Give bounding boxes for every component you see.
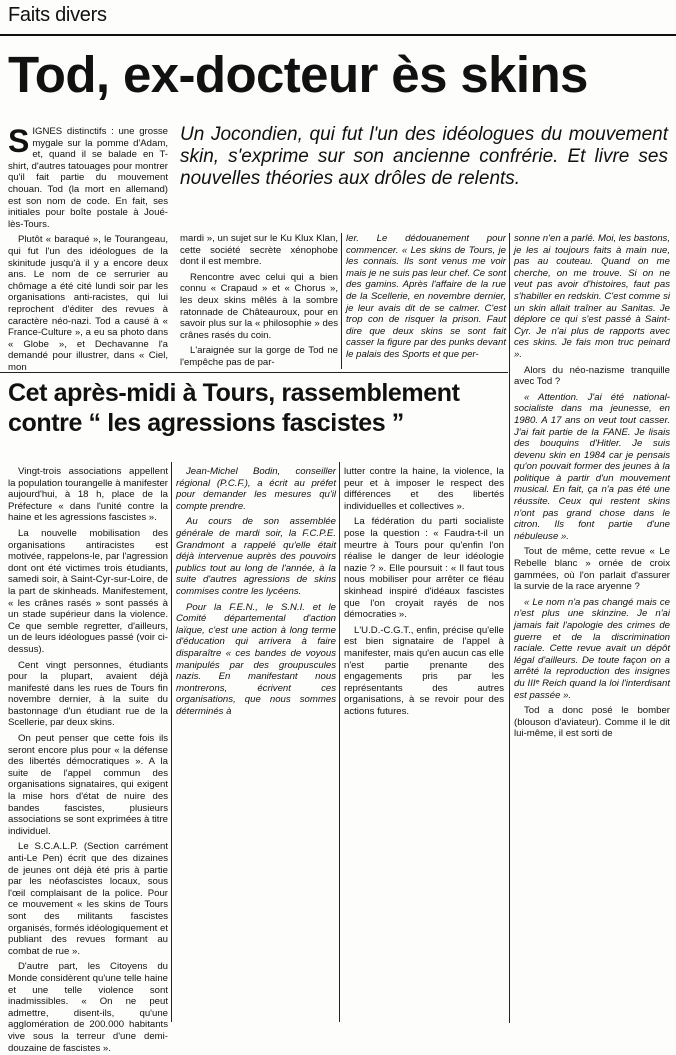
paragraph: Alors du néo-nazisme tranquille avec Tod ? — [514, 364, 670, 388]
box-top-rule — [0, 372, 508, 373]
paragraph: Tod a donc posé le bomber (blouson d'aviateur). Comme il le dit lui-même, il est sorti de — [514, 705, 670, 740]
lead-paragraph-2: Plutôt « baraqué », le Tourangeau, qui fut l'un des idéologues de la skinitude jusqu'à il y a encore deux ans. Le nom de ce serrurier au chômage a été cité lundi soir par les organisations anti-racistes, qui lui reprochent d'éditer des revues à caractère néo-nazi. Tod a causé à « France-Culture », a eu sa photo dans « Globe », et Dechavanne l'a demandé pour illustrer, dans « Ciel, mon — [8, 234, 168, 373]
paragraph: mardi », un sujet sur le Ku Klux Klan, cette société secrète xénophobe dont il est membre. — [180, 233, 338, 268]
paragraph: L'U.D.-C.G.T., enfin, précise qu'elle est bien signataire de l'appel à manifester, mais qu'en aucun cas elle n'est partie prenante des engagements pris par les représentants des autres organisations, à se revoir pour des actions futures. — [344, 624, 504, 717]
paragraph: Le S.C.A.L.P. (Section carrément anti-Le Pen) écrit que des dizaines de jeunes ont déjà été pris à partie par les néofascistes locaux, sous l'œil complaisant de la police. Pour ce mouvement « les skins de Tours sont des militants fascistes organisés, formés idéologiquement et publiant des revues formant au combat de rue ». — [8, 841, 168, 957]
box-column-2 — [176, 466, 336, 718]
paragraph: Pour la F.E.N., le S.N.I. et le Comité départemental d'action laïque, c'est une action à long terme d'éducation qui arrivera à faire disparaître « ces bandes de voyous manipulés par des groupuscules nazis. En manifestant nous montrerons, écrivent ces organisations, que nous sommes déterminés à — [176, 601, 336, 717]
section-rubric: Faits divers — [8, 4, 107, 26]
paragraph: « Attention. J'ai été national-socialiste dans ma jeunesse, en 1980. A 17 ans on veut tout casser. J'ai fait partie de la FANE. Je lisais des bouquins d'Hitler. Je suis devenu skin en 1984 car je pensais qu'on pouvait former des jeunes à la politique à partir d'un mouvement musical. En fait, ça n'a pas été une réussite. Ceux qui restent skins n'ont pas grand chose dans le citron. Ils font partie d'une nébuleuse ». — [514, 391, 670, 542]
paragraph: Rencontre avec celui qui a bien connu « Crapaud » et « Chorus », les deux skins mêlés à la sombre ratonnade de Châteauroux, pour en savoir plus sur la « philosophie » des crânes rasés du coin. — [180, 271, 338, 341]
column-rule — [339, 462, 340, 1022]
box-column-1 — [8, 466, 168, 1055]
article-column-2 — [180, 233, 338, 370]
paragraph: Cent vingt personnes, étudiants pour la plupart, avaient déjà manifesté dans les rues de Tours fin novembre dernier, à la suite du bastonnage d'un étudiant rue de la Scellerie, par deux skins. — [8, 659, 168, 729]
paragraph: Jean-Michel Bodin, conseiller régional (P.C.F.), a écrit au préfet pour demander les mesures qu'il compte prendre. — [176, 466, 336, 512]
lead-paragraph-1: SIGNES distinctifs : une grosse mygale sur la pomme d'Adam, et, quand il se balade en T-shirt, d'autres tatouages pour montrer qu'il fait partie du mouvement chouan. Tod (la mort en allemand) est son nom de code. En fait, ses initiales pour boîte postale à Joué-lès-Tours. — [8, 123, 168, 230]
article-column-3 — [346, 233, 506, 362]
headline: Tod, ex-docteur ès skins — [8, 46, 588, 103]
column-rule — [341, 233, 342, 369]
dropcap: S — [8, 123, 30, 159]
paragraph: On peut penser que cette fois ils seront encore plus pour « la défense des libertés démocratiques ». A la suite de l'appel commun des organisations signataires, qui exigent la mise hors d'état de nuire des bandes fascistes, plusieurs associations se sont exprimées à titre individuel. — [8, 733, 168, 837]
paragraph: Vingt-trois associations appellent la population tourangelle à manifester aujourd'hui, à 18 h, place de la Préfecture « dans l'unité contre la haine et les agressions fascistes ». — [8, 466, 169, 524]
article-column-4 — [514, 233, 670, 741]
column-rule — [171, 462, 172, 1022]
paragraph: La fédération du parti socialiste pose la question : « Faudra-t-il un meurtre à Tours pour qu'enfin l'on réalise le danger de leur idéologie nazie ? ». Elle poursuit : « Il faut tous nous mobiliser pour arrêter ce fléau skinhead inspiré d'idéaux fascistes que l'on croyait rayés de nos démocraties ». — [344, 516, 504, 621]
paragraph: D'autre part, les Citoyens du Monde considèrent qu'une telle haine et une telle violence sont inadmissibles. « On ne peut admettre, disent-ils, qu'une agglomération de 200.000 habitants vive sous la terreur d'une demi-douzaine de fascistes ». — [8, 961, 168, 1054]
paragraph: lutter contre la haine, la violence, la peur et à imposer le respect des différences et des libertés individuelles et collectives ». — [344, 466, 504, 512]
standfirst: Un Jocondien, qui fut l'un des idéologues du mouvement skin, s'exprime sur son ancienne confrérie. Et livre ses nouvelles théories aux drôles de relents. — [180, 124, 668, 189]
box-column-3 — [344, 466, 504, 718]
paragraph: Tout de même, cette revue « Le Rebelle blanc » ornée de croix gammées, où l'on parlait d'assurer la survie de la race aryenne ? — [514, 546, 670, 593]
paragraph: « Le nom n'a pas changé mais ce n'est plus une skinzine. Je n'ai jamais fait l'apologie des crimes de guerre et de la discrimination raciale. Cette revue avait un dépôt légal d'ailleurs. De toute façon on a arrêté la reproduction des insignes du IIIᵉ Reich quand la loi l'interdisant est passée ». — [514, 596, 670, 701]
lead-column — [8, 123, 168, 374]
paragraph: La nouvelle mobilisation des organisations antiracistes est motivée, rappelons-le, par l'agression dont ont été victimes trois étudiants, samedi soir, à Saint-Cyr-sur-Loire, de la part de skinheads. Manifestement, « les crânes rasés » sont passés à un stade supérieur dans la violence. Ce que semble regretter, d'ailleurs, un de leurs idéologues passé (voir ci-dessus). — [8, 527, 168, 655]
rubric-rule — [0, 34, 676, 36]
column-rule — [509, 233, 510, 1023]
paragraph: Au cours de son assemblée générale de mardi soir, la F.C.P.E. Grandmont a rappelé qu'elle était déjà intervenue auprès des pouvoirs publics tout au long de l'année, à la suite d'autres agressions de skins commises contre les lycéens. — [176, 516, 336, 597]
paragraph: ler. Le dédouanement pour commencer. « Les skins de Tours, je les connais. Ils sont venus me voir mais je ne suis pas leur chef. Ce sont des gamins. Après l'affaire de la rue de la Scellerie, en novembre dernier, je leur avais dit de se calmer. C'est trop con de risquer la prison. Faut dire que deux skins se sont fait casser la figure par des punks devant le palais des Sports et que per- — [346, 233, 506, 360]
box-subhead: Cet après-midi à Tours, rassemblement contre “ les agressions fascistes ” — [8, 379, 460, 437]
paragraph: L'araignée sur la gorge de Tod ne l'empêche pas de par- — [180, 345, 338, 368]
paragraph: sonne n'en a parlé. Moi, les bastons, je les ai toujours faits à main nue, pas au couteau. Quand on me cherche, on me trouve. Si on ne veut pas avoir d'histoires, faut pas s'habiller en redskin. C'est comme si un skin allait traîner au Sanitas. Je déplore ce qui s'est passé à Saint-Cyr. Je n'ai plus de rapports avec ces skins. Je fais mon truc peinard ». — [514, 233, 670, 360]
